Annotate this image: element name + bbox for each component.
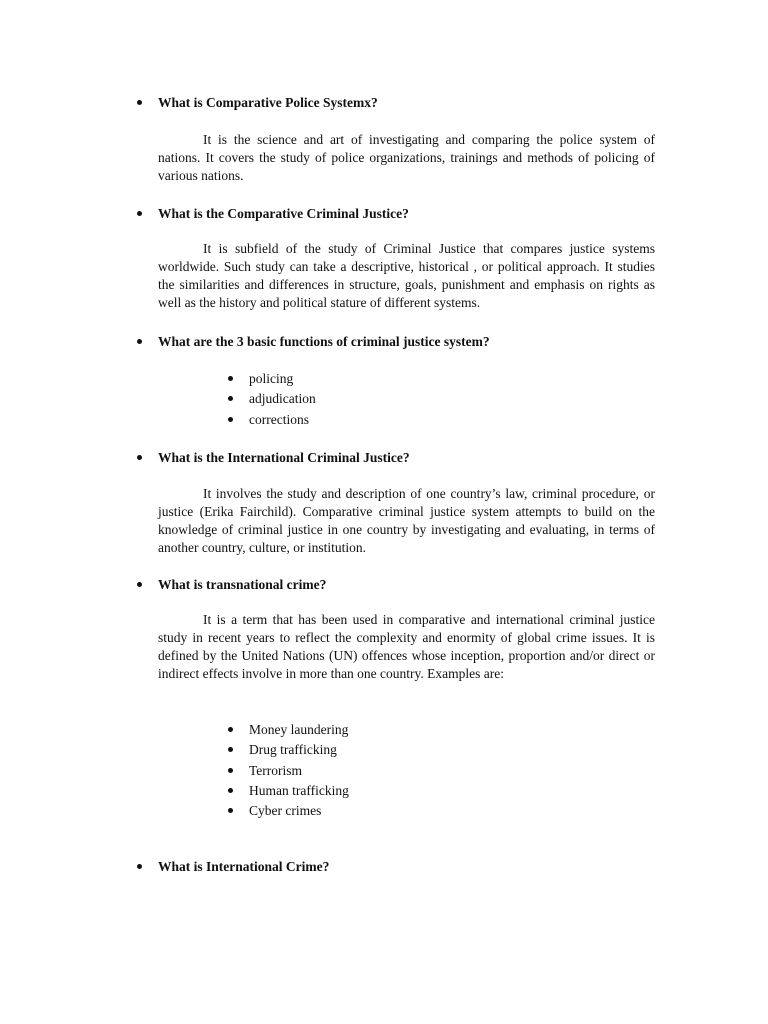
list-item: adjudication: [249, 391, 316, 406]
bullet-icon: [137, 455, 142, 460]
list-item: Human trafficking: [249, 783, 349, 798]
question-heading: What is the Comparative Criminal Justice?: [158, 206, 409, 221]
bullet-icon: [228, 417, 233, 422]
bullet-icon: [137, 211, 142, 216]
bullet-icon: [228, 747, 233, 752]
bullet-icon: [137, 864, 142, 869]
bullet-icon: [228, 727, 233, 732]
answer-paragraph: It involves the study and description of one country’s law, criminal procedure, or justice (Erika Fairchild). Comparative criminal justice system attempts to build on the knowledge of criminal justice in one country by investigating and evaluating, in terms of another country, culture, or institution.: [158, 486, 655, 555]
question-heading: What is International Crime?: [158, 859, 330, 874]
list-item: policing: [249, 371, 294, 386]
question-heading: What is Comparative Police Systemx?: [158, 95, 378, 110]
bullet-icon: [228, 808, 233, 813]
list-item: Cyber crimes: [249, 803, 322, 818]
bullet-icon: [137, 100, 142, 105]
answer-paragraph: It is subfield of the study of Criminal Justice that compares justice systems worldwide. Such study can take a descriptive, historical , or political approach. It studies the similarities and differences in structure, goals, punishment and emphasis on rights as well as the history and political stature of different systems.: [158, 241, 655, 310]
question-heading: What are the 3 basic functions of criminal justice system?: [158, 334, 490, 349]
list-item: Money laundering: [249, 722, 349, 737]
answer-paragraph: It is a term that has been used in comparative and international criminal justice study in recent years to reflect the complexity and enormity of global crime issues. It is defined by the United Nations (UN) offences whose inception, proportion and/or direct or indirect effects involve in more than one country. Examples are:: [158, 612, 655, 681]
bullet-icon: [137, 339, 142, 344]
list-item: Drug trafficking: [249, 742, 337, 757]
list-item: corrections: [249, 412, 309, 427]
bullet-icon: [228, 396, 233, 401]
question-heading: What is transnational crime?: [158, 577, 327, 592]
bullet-icon: [228, 768, 233, 773]
bullet-icon: [228, 376, 233, 381]
bullet-icon: [137, 582, 142, 587]
question-heading: What is the International Criminal Justice?: [158, 450, 410, 465]
list-item: Terrorism: [249, 763, 303, 778]
answer-paragraph: It is the science and art of investigating and comparing the police system of nations. It covers the study of police organizations, trainings and methods of policing of various nations.: [158, 132, 655, 183]
bullet-icon: [228, 788, 233, 793]
